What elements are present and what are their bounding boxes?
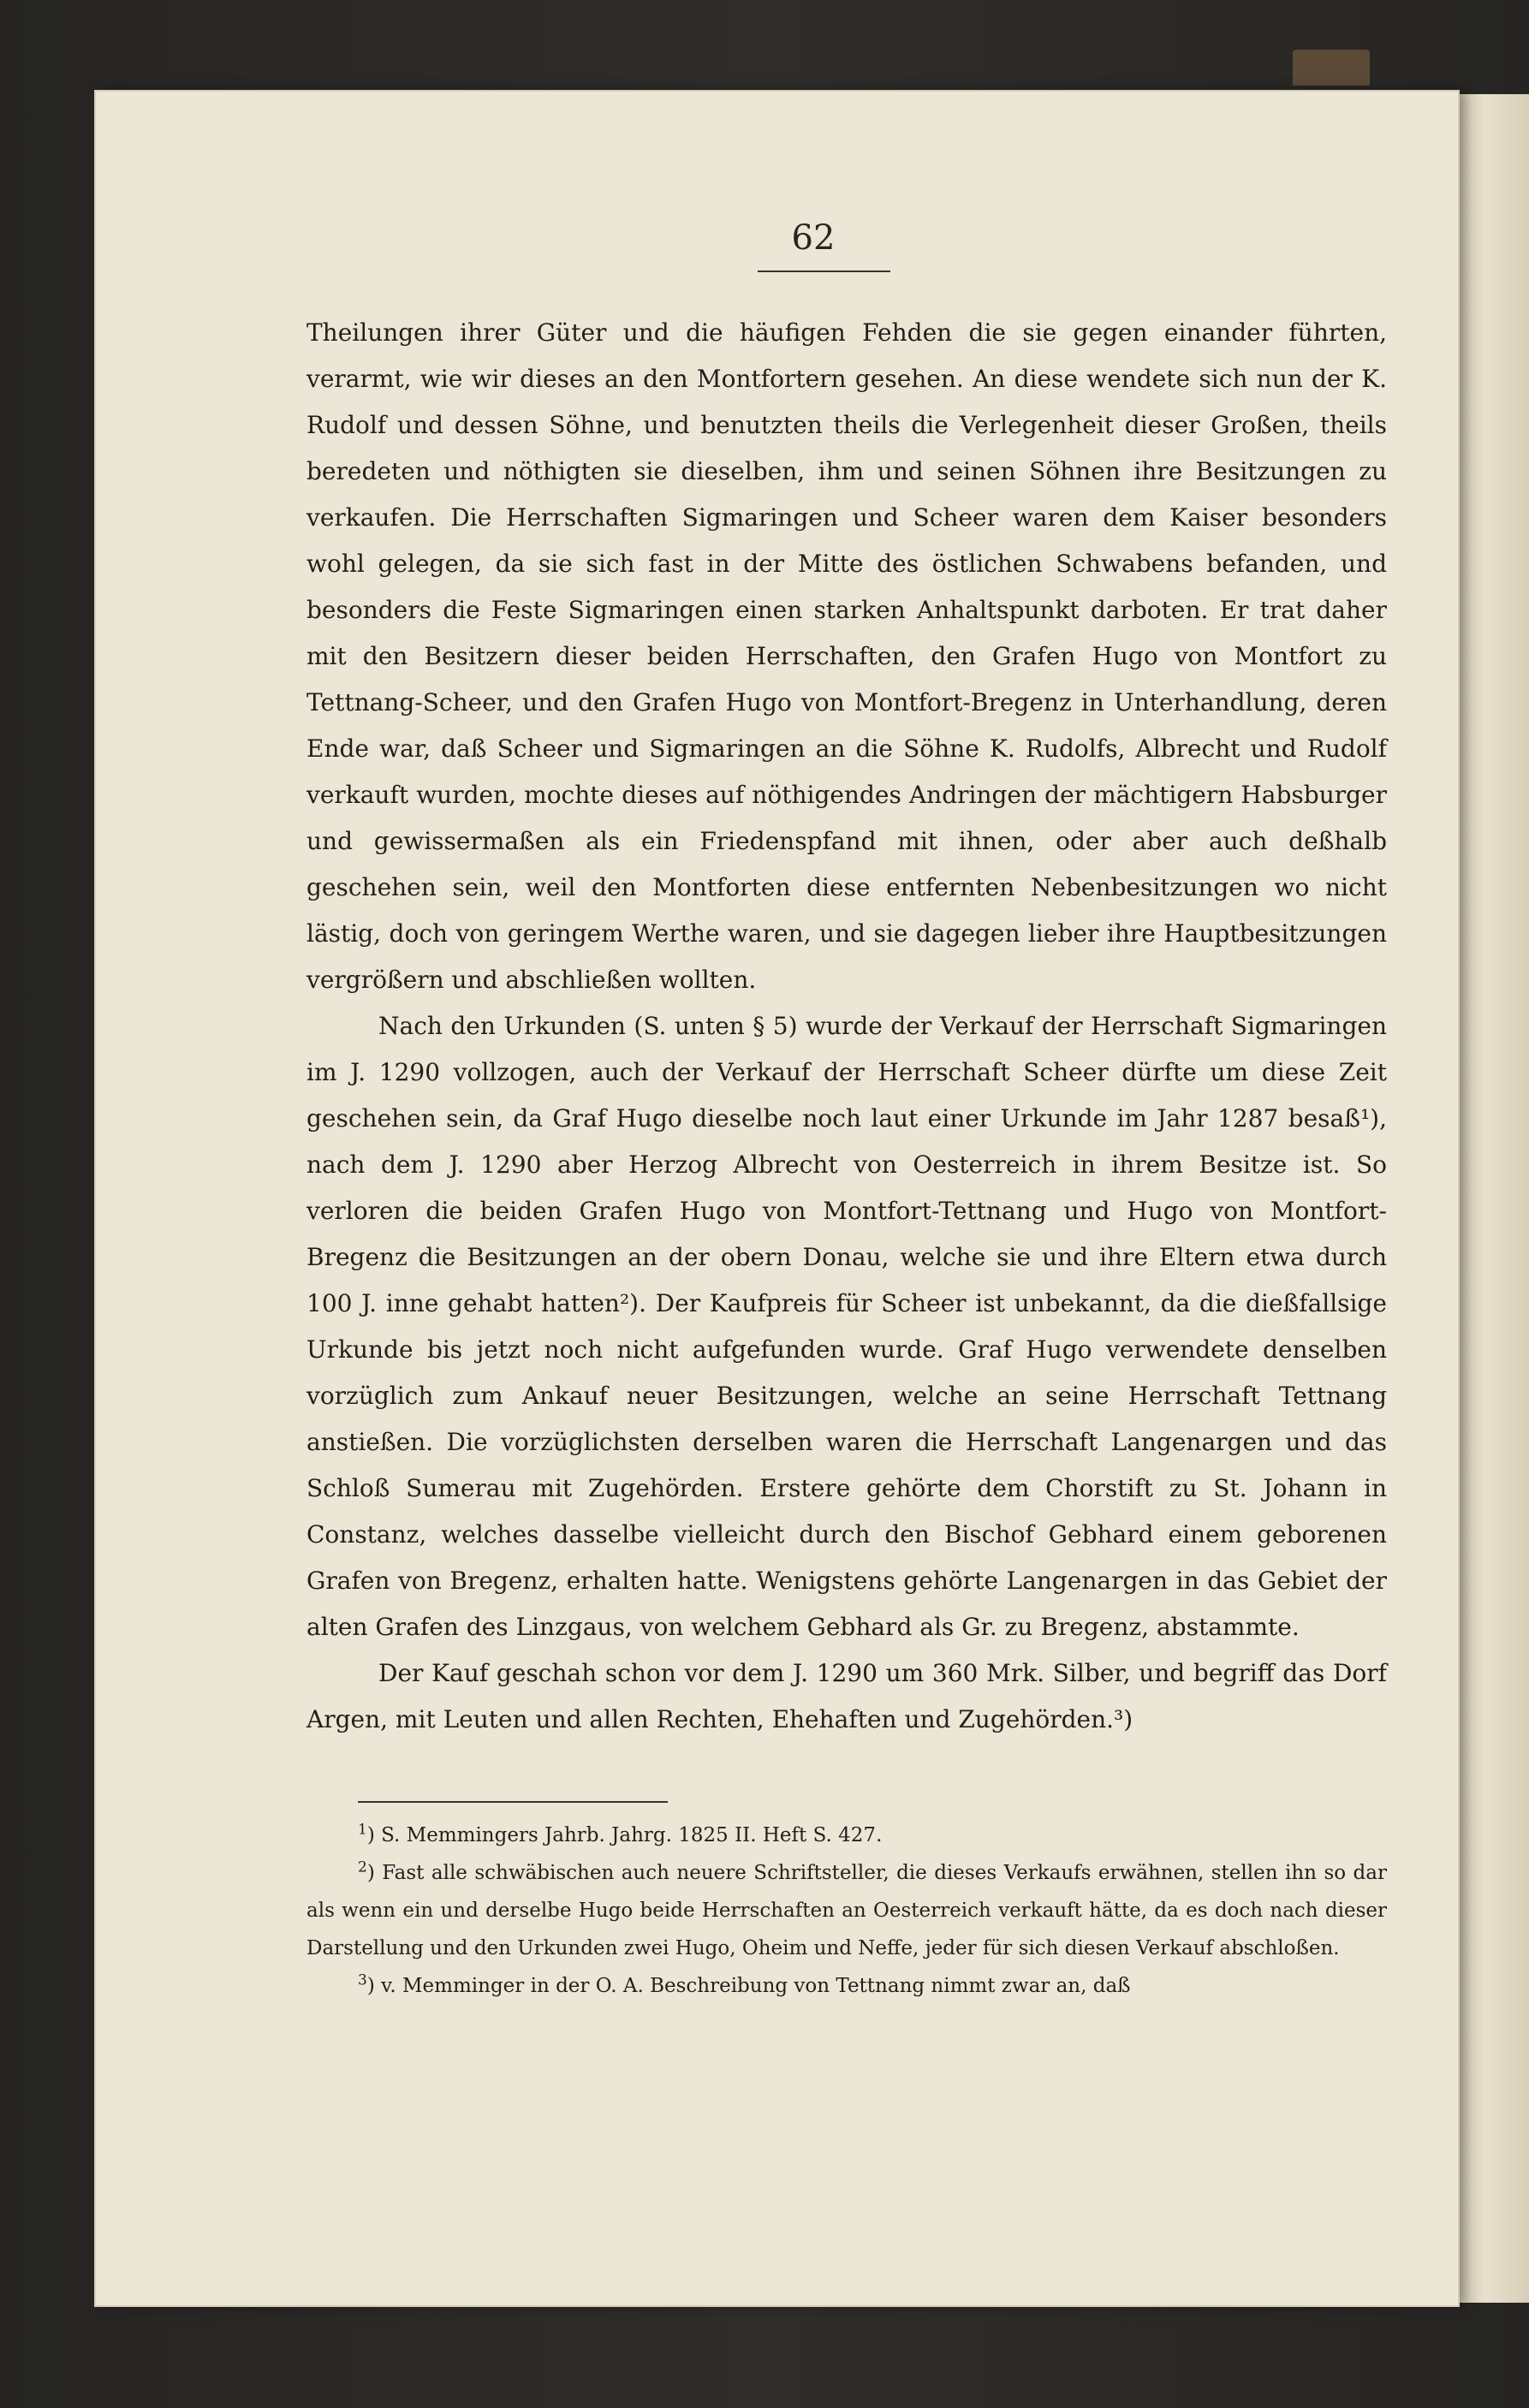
footnote-text: ) v. Memminger in der O. A. Beschreibung von Tettnang nimmt zwar an, daß: [366, 1975, 1131, 1997]
paragraph-1: Theilungen ihrer Güter und die häufigen Fehden die sie gegen einander führten, verarmt, wie wir dieses an den Montfortern gesehen. An diese wendete sich nun der K. Rudolf und dessen Söhne, und benutzten theils die Verlegenheit dieser Großen, theils beredeten und nöthigten sie dieselben, ihm und seinen Söhnen ihre Besitzungen zu verkaufen. Die Herrschaften Sigmaringen und Scheer waren dem Kaiser besonders wohl gelegen, da sie sich fast in der Mitte des östlichen Schwabens befanden, und besonders die Feste Sigmaringen einen starken Anhaltspunkt darboten. Er trat daher mit den Besitzern dieser beiden Herrschaften, den Grafen Hugo von Montfort zu Tettnang-Scheer, und den Grafen Hugo von Montfort-Bregenz in Unterhandlung, deren Ende war, daß Scheer und Sigmaringen an die Söhne K. Rudolfs, Albrecht und Rudolf verkauft wurden, mochte dieses auf nöthigendes Andringen der mächtigern Habsburger und gewissermaßen als ein Friedenspfand mit ihnen, oder aber auch deßhalb geschehen sein, weil den Montforten diese entfernten Nebenbesitzungen wo nicht lästig, doch von geringem Werthe waren, und sie dagegen lieber ihre Hauptbesitzungen vergrößern und abschließen wollten.: [306, 318, 1387, 994]
footnote-1: [306, 1816, 1387, 1854]
footnote-mark: 3: [358, 1971, 367, 1989]
paragraph-2: Nach den Urkunden (S. unten § 5) wurde der Verkauf der Herrschaft Sigmaringen im J. 1290 vollzogen, auch der Verkauf der Herrschaft Scheer dürfte um diese Zeit geschehen sein, da Graf Hugo dieselbe noch laut einer Urkunde im Jahr 1287 besaß¹), nach dem J. 1290 aber Herzog Albrecht von Oesterreich in ihrem Besitze ist. So verloren die beiden Grafen Hugo von Montfort-Tettnang und Hugo von Montfort-Bregenz die Besitzungen an der obern Donau, welche sie und ihre Eltern etwa durch 100 J. inne gehabt hatten²). Der Kaufpreis für Scheer ist unbekannt, da die dießfallsige Urkunde bis jetzt noch nicht aufgefunden wurde. Graf Hugo verwendete denselben vorzüglich zum Ankauf neuer Besitzungen, welche an seine Herrschaft Tettnang anstießen. Die vorzüglichsten derselben waren die Herrschaft Langenargen und das Schloß Sumerau mit Zugehörden. Erstere gehörte dem Chorstift zu St. Johann in Constanz, welches dasselbe vielleicht durch den Bischof Gebhard einem geborenen Grafen von Bregenz, erhalten hatte. Wenigstens gehörte Langenargen in das Gebiet der alten Grafen des Linzgaus, von welchem Gebhard als Gr. zu Bregenz, abstammte.: [306, 1012, 1387, 1641]
paragraph-3: Der Kauf geschah schon vor dem J. 1290 um 360 Mrk. Silber, und begriff das Dorf Argen, mit Leuten und allen Rechten, Ehehaften und Zugehörden.³): [306, 1659, 1387, 1733]
next-page-edge: [1455, 94, 1529, 2303]
footnote-2: [306, 1854, 1387, 1967]
footnote-mark: 2: [358, 1858, 367, 1876]
body-text: [306, 310, 1387, 1743]
footnote-text: ) S. Memmingers Jahrb. Jahrg. 1825 II. Heft S. 427.: [366, 1824, 883, 1846]
page-number: 62: [791, 218, 836, 258]
header-rule: [758, 271, 890, 272]
footnote-3: [306, 1967, 1387, 2005]
footnotes: [306, 1816, 1387, 2005]
binding-tab: [1293, 50, 1370, 86]
footnote-rule: [358, 1801, 668, 1803]
footnote-mark: 1: [358, 1821, 367, 1839]
footnote-text: ) Fast alle schwäbischen auch neuere Schriftsteller, die dieses Verkaufs erwähnen, stellen ihn so dar als wenn ein und derselbe Hugo beide Herrschaften an Oesterreich verkauft hätte, da es doch nach dieser Darstellung und den Urkunden zwei Hugo, Oheim und Neffe, jeder für sich diesen Verkauf abschloßen.: [306, 1862, 1387, 1959]
